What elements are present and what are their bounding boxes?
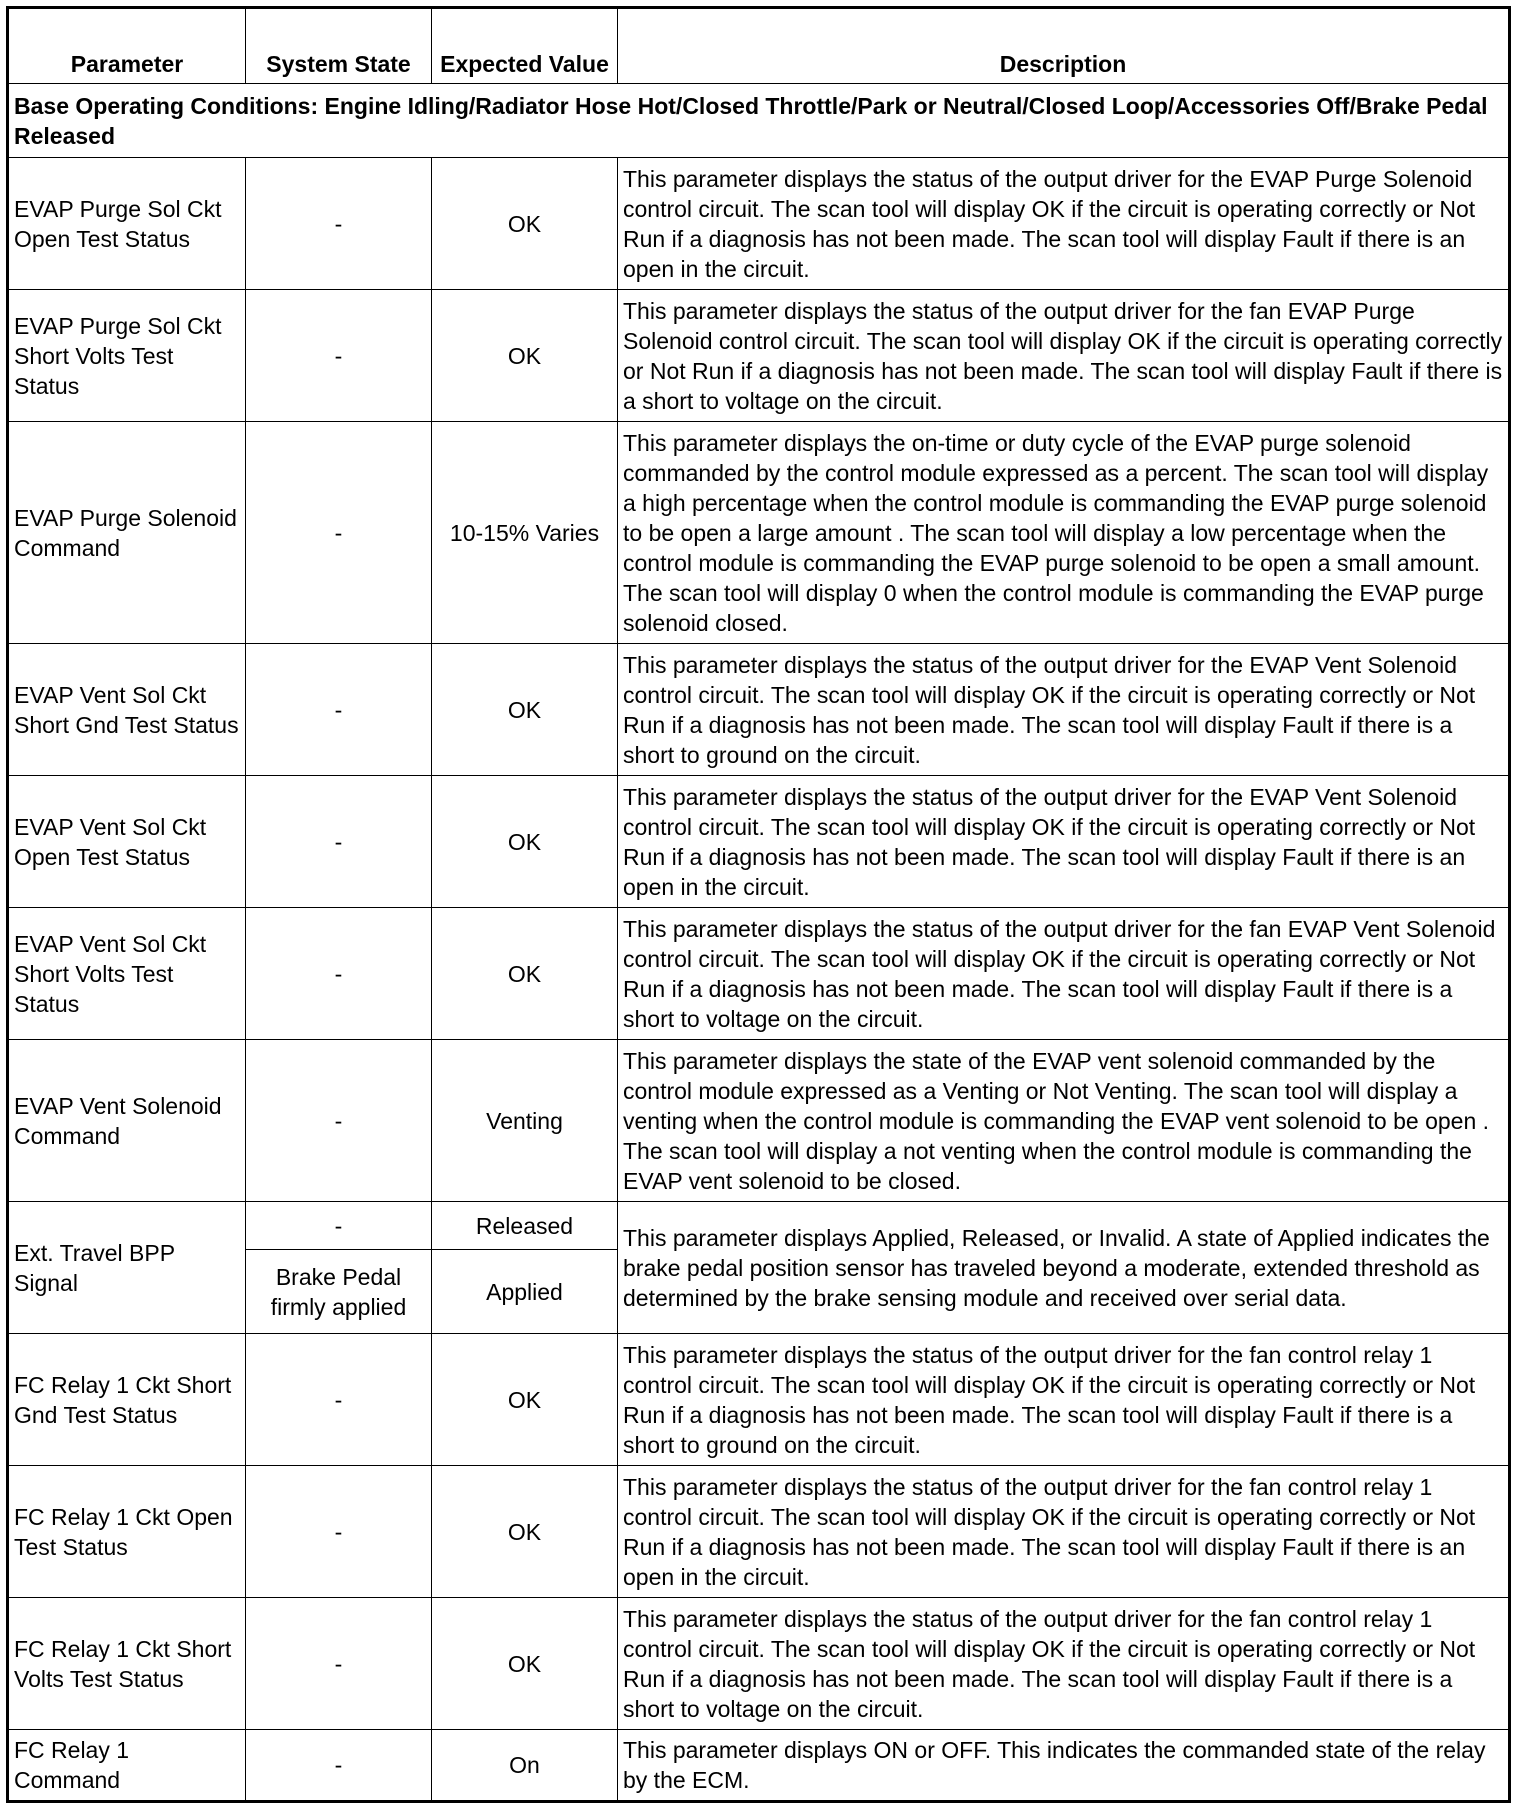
- table-row: [8, 1334, 1510, 1466]
- table-row: [8, 1598, 1510, 1730]
- table-row: [8, 158, 1510, 290]
- param-cell: EVAP Vent Sol Ckt Short Gnd Test Status: [8, 644, 246, 776]
- section-conditions: Base Operating Conditions: Engine Idling/Radiator Hose Hot/Closed Throttle/Park or Neutral/Closed Loop/Accessories Off/Brake Pedal Released: [8, 84, 1510, 158]
- header-parameter: Parameter: [8, 8, 246, 84]
- state-cell: -: [246, 158, 432, 290]
- table-row: [8, 908, 1510, 1040]
- section-row: [8, 84, 1510, 158]
- table-row: [8, 1040, 1510, 1202]
- expected-cell: OK: [432, 158, 618, 290]
- param-cell: EVAP Purge Solenoid Command: [8, 422, 246, 644]
- table-row: [8, 1466, 1510, 1598]
- param-cell: EVAP Purge Sol Ckt Short Volts Test Status: [8, 290, 246, 422]
- expected-cell: OK: [432, 1598, 618, 1730]
- param-cell: EVAP Vent Solenoid Command: [8, 1040, 246, 1202]
- table-row: [8, 644, 1510, 776]
- state-cell: -: [246, 1202, 432, 1250]
- expected-cell: OK: [432, 1466, 618, 1598]
- expected-cell: OK: [432, 1334, 618, 1466]
- parameter-table: [6, 6, 1511, 1803]
- table-row: [8, 776, 1510, 908]
- header-expected-value: Expected Value: [432, 8, 618, 84]
- expected-cell: OK: [432, 290, 618, 422]
- description-cell: This parameter displays the status of the output driver for the EVAP Purge Solenoid control circuit. The scan tool will display OK if the circuit is operating correctly or Not Run if a diagnosis has not been made. The scan tool will display Fault if there is an open in the circuit.: [618, 158, 1510, 290]
- param-cell: EVAP Vent Sol Ckt Open Test Status: [8, 776, 246, 908]
- expected-cell: Applied: [432, 1250, 618, 1334]
- state-cell: -: [246, 1598, 432, 1730]
- table-row: [8, 422, 1510, 644]
- state-cell: Brake Pedal firmly applied: [246, 1250, 432, 1334]
- state-cell: -: [246, 1334, 432, 1466]
- expected-cell: OK: [432, 644, 618, 776]
- state-cell: -: [246, 1730, 432, 1802]
- header-system-state: System State: [246, 8, 432, 84]
- expected-cell: OK: [432, 908, 618, 1040]
- table-row: [8, 290, 1510, 422]
- description-cell: This parameter displays the state of the EVAP vent solenoid commanded by the control module expressed as a Venting or Not Venting. The scan tool will display a venting when the control module is commanding the EVAP vent solenoid to be open . The scan tool will display a not venting when the control module is commanding the EVAP vent solenoid to be closed.: [618, 1040, 1510, 1202]
- description-cell: This parameter displays the status of the output driver for the EVAP Vent Solenoid control circuit. The scan tool will display OK if the circuit is operating correctly or Not Run if a diagnosis has not been made. The scan tool will display Fault if there is a short to ground on the circuit.: [618, 644, 1510, 776]
- description-cell: This parameter displays the status of the output driver for the EVAP Vent Solenoid control circuit. The scan tool will display OK if the circuit is operating correctly or Not Run if a diagnosis has not been made. The scan tool will display Fault if there is an open in the circuit.: [618, 776, 1510, 908]
- description-cell: This parameter displays the on-time or duty cycle of the EVAP purge solenoid commanded by the control module expressed as a percent. The scan tool will display a high percentage when the control module is commanding the EVAP purge solenoid to be open a large amount . The scan tool will display a low percentage when the control module is commanding the EVAP purge solenoid to be open a small amount. The scan tool will display 0 when the control module is commanding the EVAP purge solenoid closed.: [618, 422, 1510, 644]
- description-cell: This parameter displays the status of the output driver for the fan control relay 1 control circuit. The scan tool will display OK if the circuit is operating correctly or Not Run if a diagnosis has not been made. The scan tool will display Fault if there is a short to voltage on the circuit.: [618, 1598, 1510, 1730]
- param-cell: FC Relay 1 Ckt Open Test Status: [8, 1466, 246, 1598]
- description-cell: This parameter displays the status of the output driver for the fan EVAP Purge Solenoid control circuit. The scan tool will display OK if the circuit is operating correctly or Not Run if a diagnosis has not been made. The scan tool will display Fault if there is a short to voltage on the circuit.: [618, 290, 1510, 422]
- state-cell: -: [246, 422, 432, 644]
- expected-cell: Released: [432, 1202, 618, 1250]
- expected-cell: OK: [432, 776, 618, 908]
- state-cell: -: [246, 1040, 432, 1202]
- document: [6, 6, 1508, 1796]
- table-row: [8, 1730, 1510, 1802]
- table-row: [8, 1202, 1510, 1250]
- description-cell: This parameter displays ON or OFF. This indicates the commanded state of the relay by the ECM.: [618, 1730, 1510, 1802]
- expected-cell: On: [432, 1730, 618, 1802]
- param-cell: FC Relay 1 Ckt Short Volts Test Status: [8, 1598, 246, 1730]
- state-cell: -: [246, 908, 432, 1040]
- state-cell: -: [246, 1466, 432, 1598]
- expected-cell: 10-15% Varies: [432, 422, 618, 644]
- expected-cell: Venting: [432, 1040, 618, 1202]
- param-cell: EVAP Vent Sol Ckt Short Volts Test Status: [8, 908, 246, 1040]
- param-cell: FC Relay 1 Ckt Short Gnd Test Status: [8, 1334, 246, 1466]
- param-cell: EVAP Purge Sol Ckt Open Test Status: [8, 158, 246, 290]
- param-cell: Ext. Travel BPP Signal: [8, 1202, 246, 1334]
- state-cell: -: [246, 290, 432, 422]
- header-row: [8, 8, 1510, 84]
- state-cell: -: [246, 776, 432, 908]
- description-cell: This parameter displays the status of the output driver for the fan EVAP Vent Solenoid control circuit. The scan tool will display OK if the circuit is operating correctly or Not Run if a diagnosis has not been made. The scan tool will display Fault if there is a short to voltage on the circuit.: [618, 908, 1510, 1040]
- state-cell: -: [246, 644, 432, 776]
- description-cell: This parameter displays Applied, Released, or Invalid. A state of Applied indicates the brake pedal position sensor has traveled beyond a moderate, extended threshold as determined by the brake sensing module and received over serial data.: [618, 1202, 1510, 1334]
- description-cell: This parameter displays the status of the output driver for the fan control relay 1 control circuit. The scan tool will display OK if the circuit is operating correctly or Not Run if a diagnosis has not been made. The scan tool will display Fault if there is an open in the circuit.: [618, 1466, 1510, 1598]
- header-description: Description: [618, 8, 1510, 84]
- description-cell: This parameter displays the status of the output driver for the fan control relay 1 control circuit. The scan tool will display OK if the circuit is operating correctly or Not Run if a diagnosis has not been made. The scan tool will display Fault if there is a short to ground on the circuit.: [618, 1334, 1510, 1466]
- param-cell: FC Relay 1 Command: [8, 1730, 246, 1802]
